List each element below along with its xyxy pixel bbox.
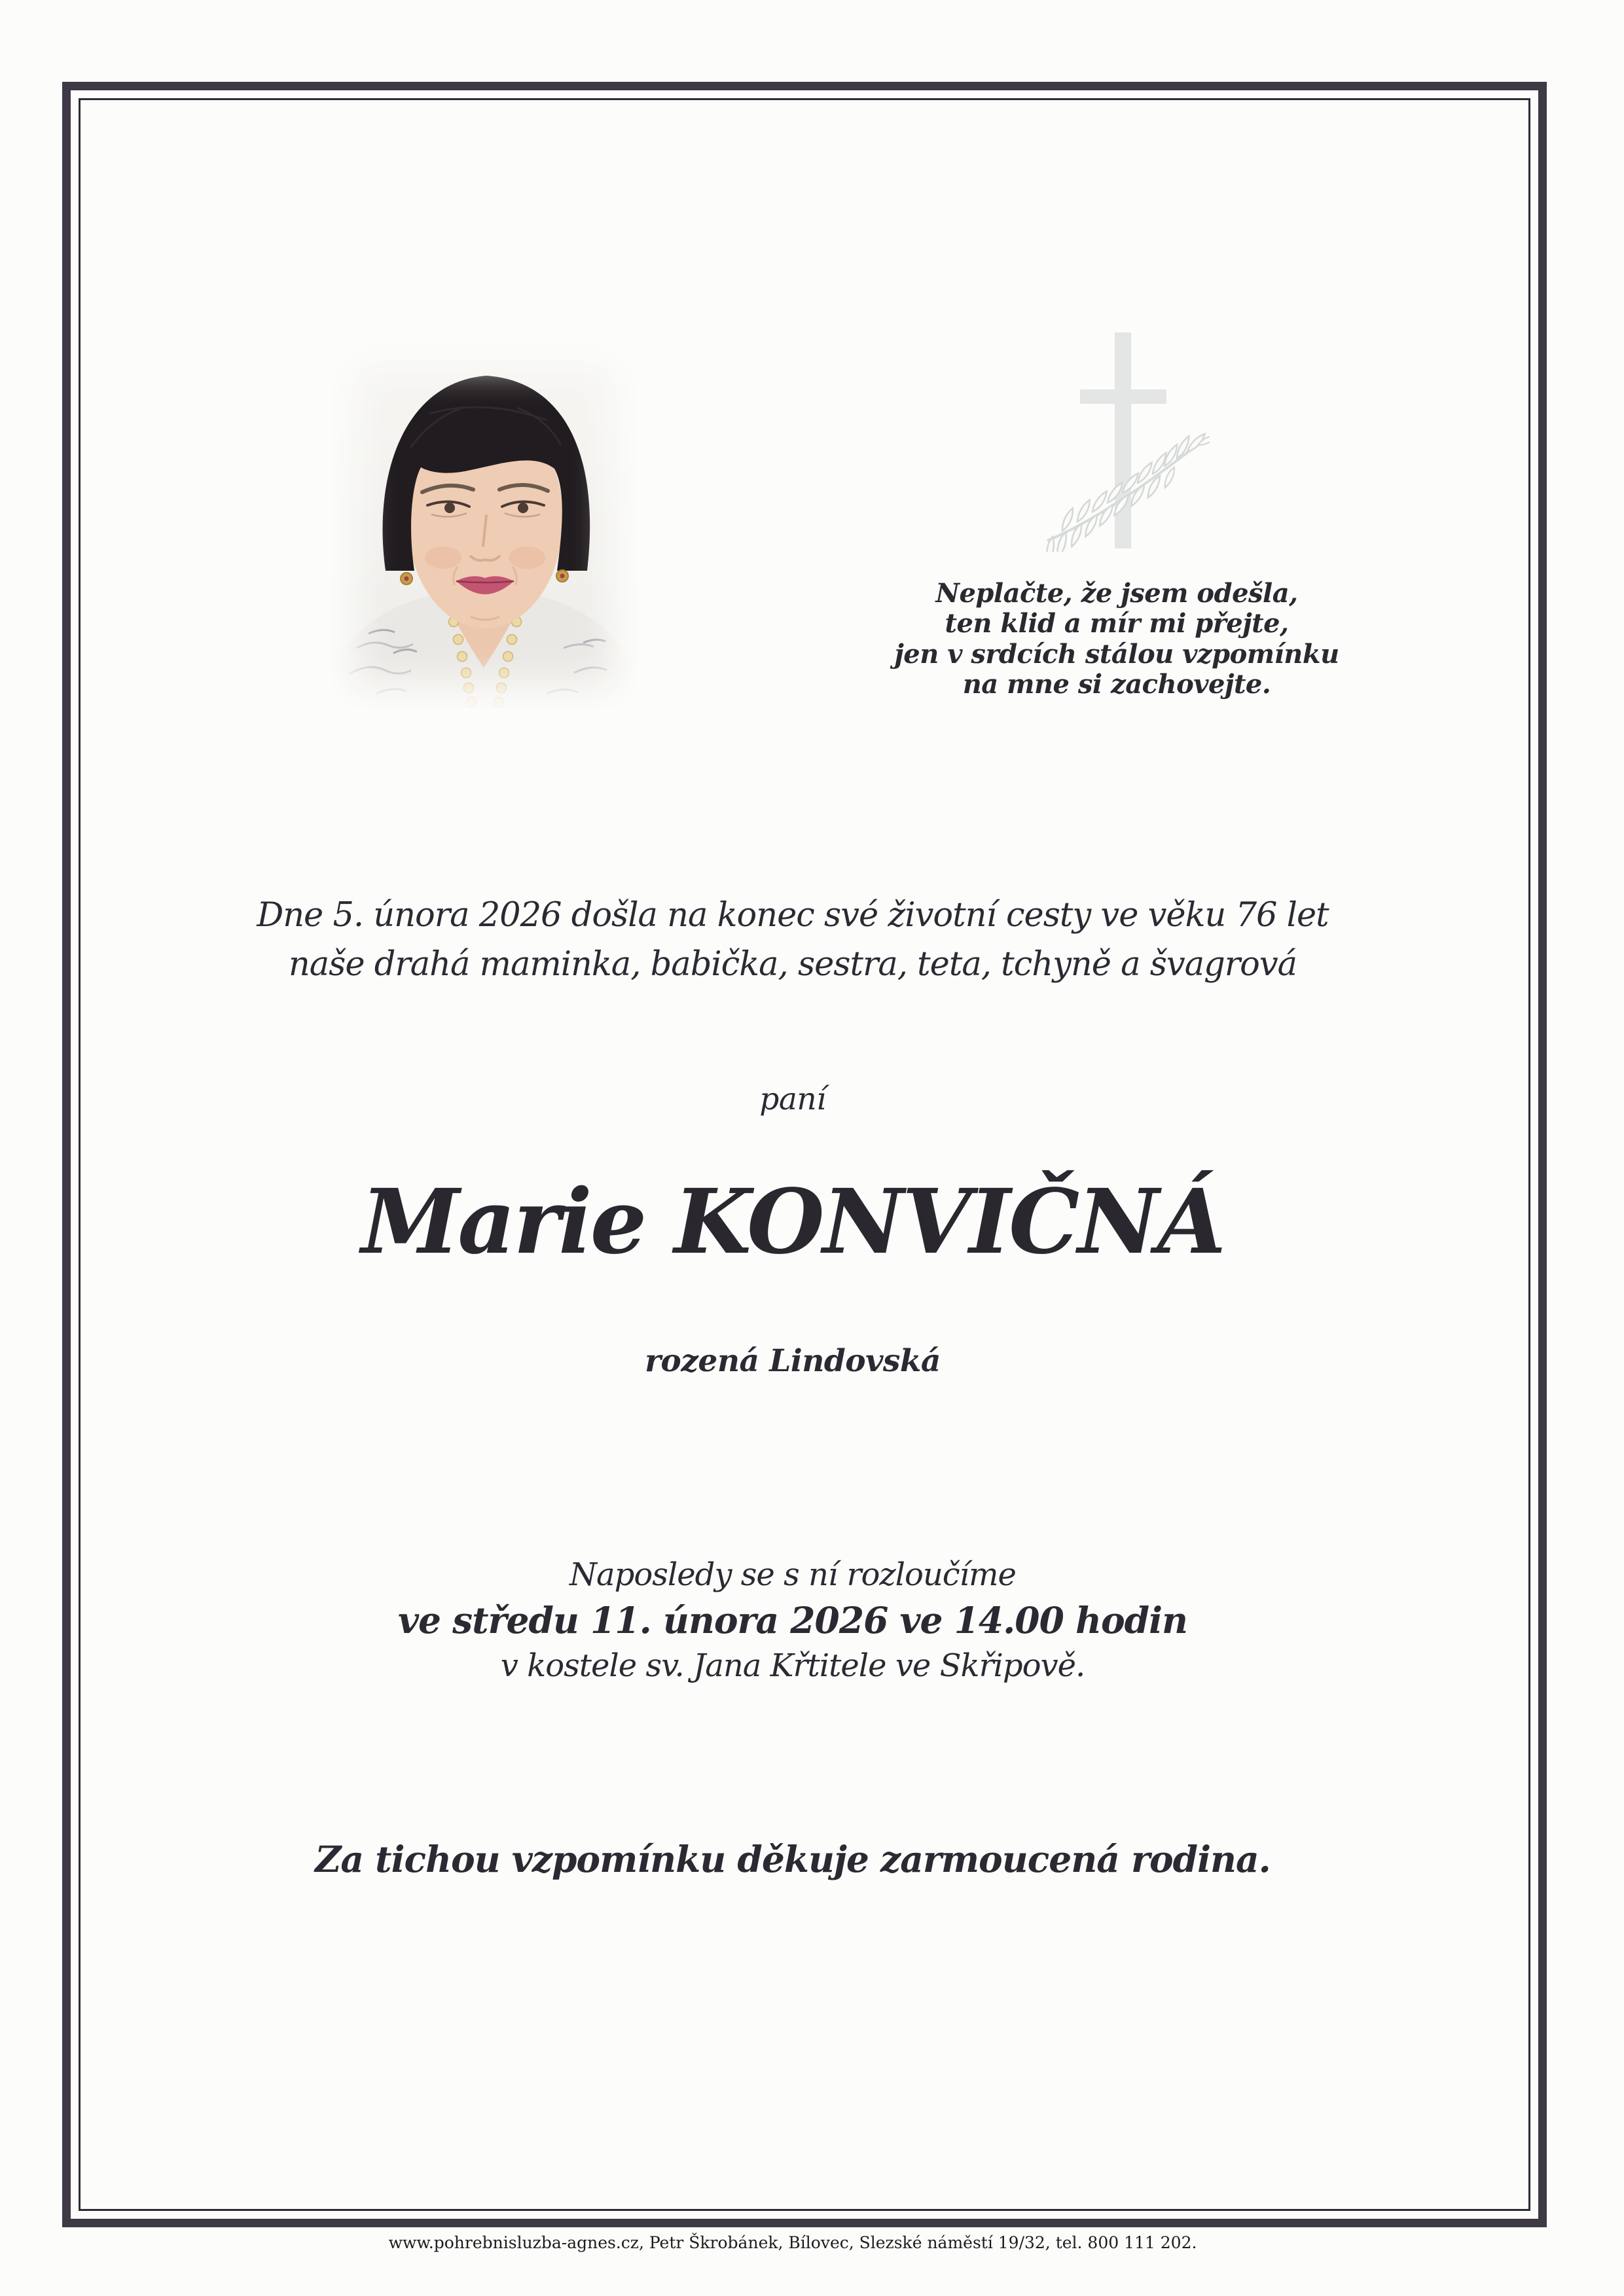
announcement-line-1: Dne 5. února 2026 došla na konec své životní cesty ve věku 76 let xyxy=(257,896,1329,935)
verse-line-4: na mne si zachovejte. xyxy=(962,669,1271,700)
death-announcement xyxy=(62,891,1523,990)
deceased-name: Marie KONVIČNÁ xyxy=(361,1170,1225,1274)
farewell-date-time: ve středu 11. února 2026 ve 14.00 hodin xyxy=(398,1599,1187,1642)
portrait-photo xyxy=(331,340,637,708)
farewell-details xyxy=(62,1552,1523,1689)
honorific: paní xyxy=(759,1081,826,1117)
funeral-service-info: www.pohrebnisluzba-agnes.cz, Petr Škrobánek, Bílovec, Slezské náměstí 19/32, tel. 800 111 202. xyxy=(388,2233,1197,2252)
family-thanks: Za tichou vzpomínku děkuje zarmoucená rodina. xyxy=(315,1838,1271,1880)
verse-line-3: jen v srdcích stálou vzpomínku xyxy=(894,638,1339,670)
verse-line-1: Neplačte, že jsem odešla, xyxy=(935,578,1298,609)
farewell-place: v kostele sv. Jana Křtitele ve Skřipově. xyxy=(500,1647,1085,1684)
cross-and-palm-icon xyxy=(1046,326,1210,552)
memorial-verse xyxy=(789,579,1444,700)
verse-line-2: ten klid a mír mi přejte, xyxy=(945,608,1289,639)
announcement-line-2: naše drahá maminka, babička, sestra, teta, tchyně a švagrová xyxy=(288,944,1297,984)
maiden-name: rozená Lindovská xyxy=(645,1343,941,1379)
farewell-line-1: Naposledy se s ní rozloučíme xyxy=(569,1556,1016,1593)
inner-border xyxy=(79,98,1530,2211)
